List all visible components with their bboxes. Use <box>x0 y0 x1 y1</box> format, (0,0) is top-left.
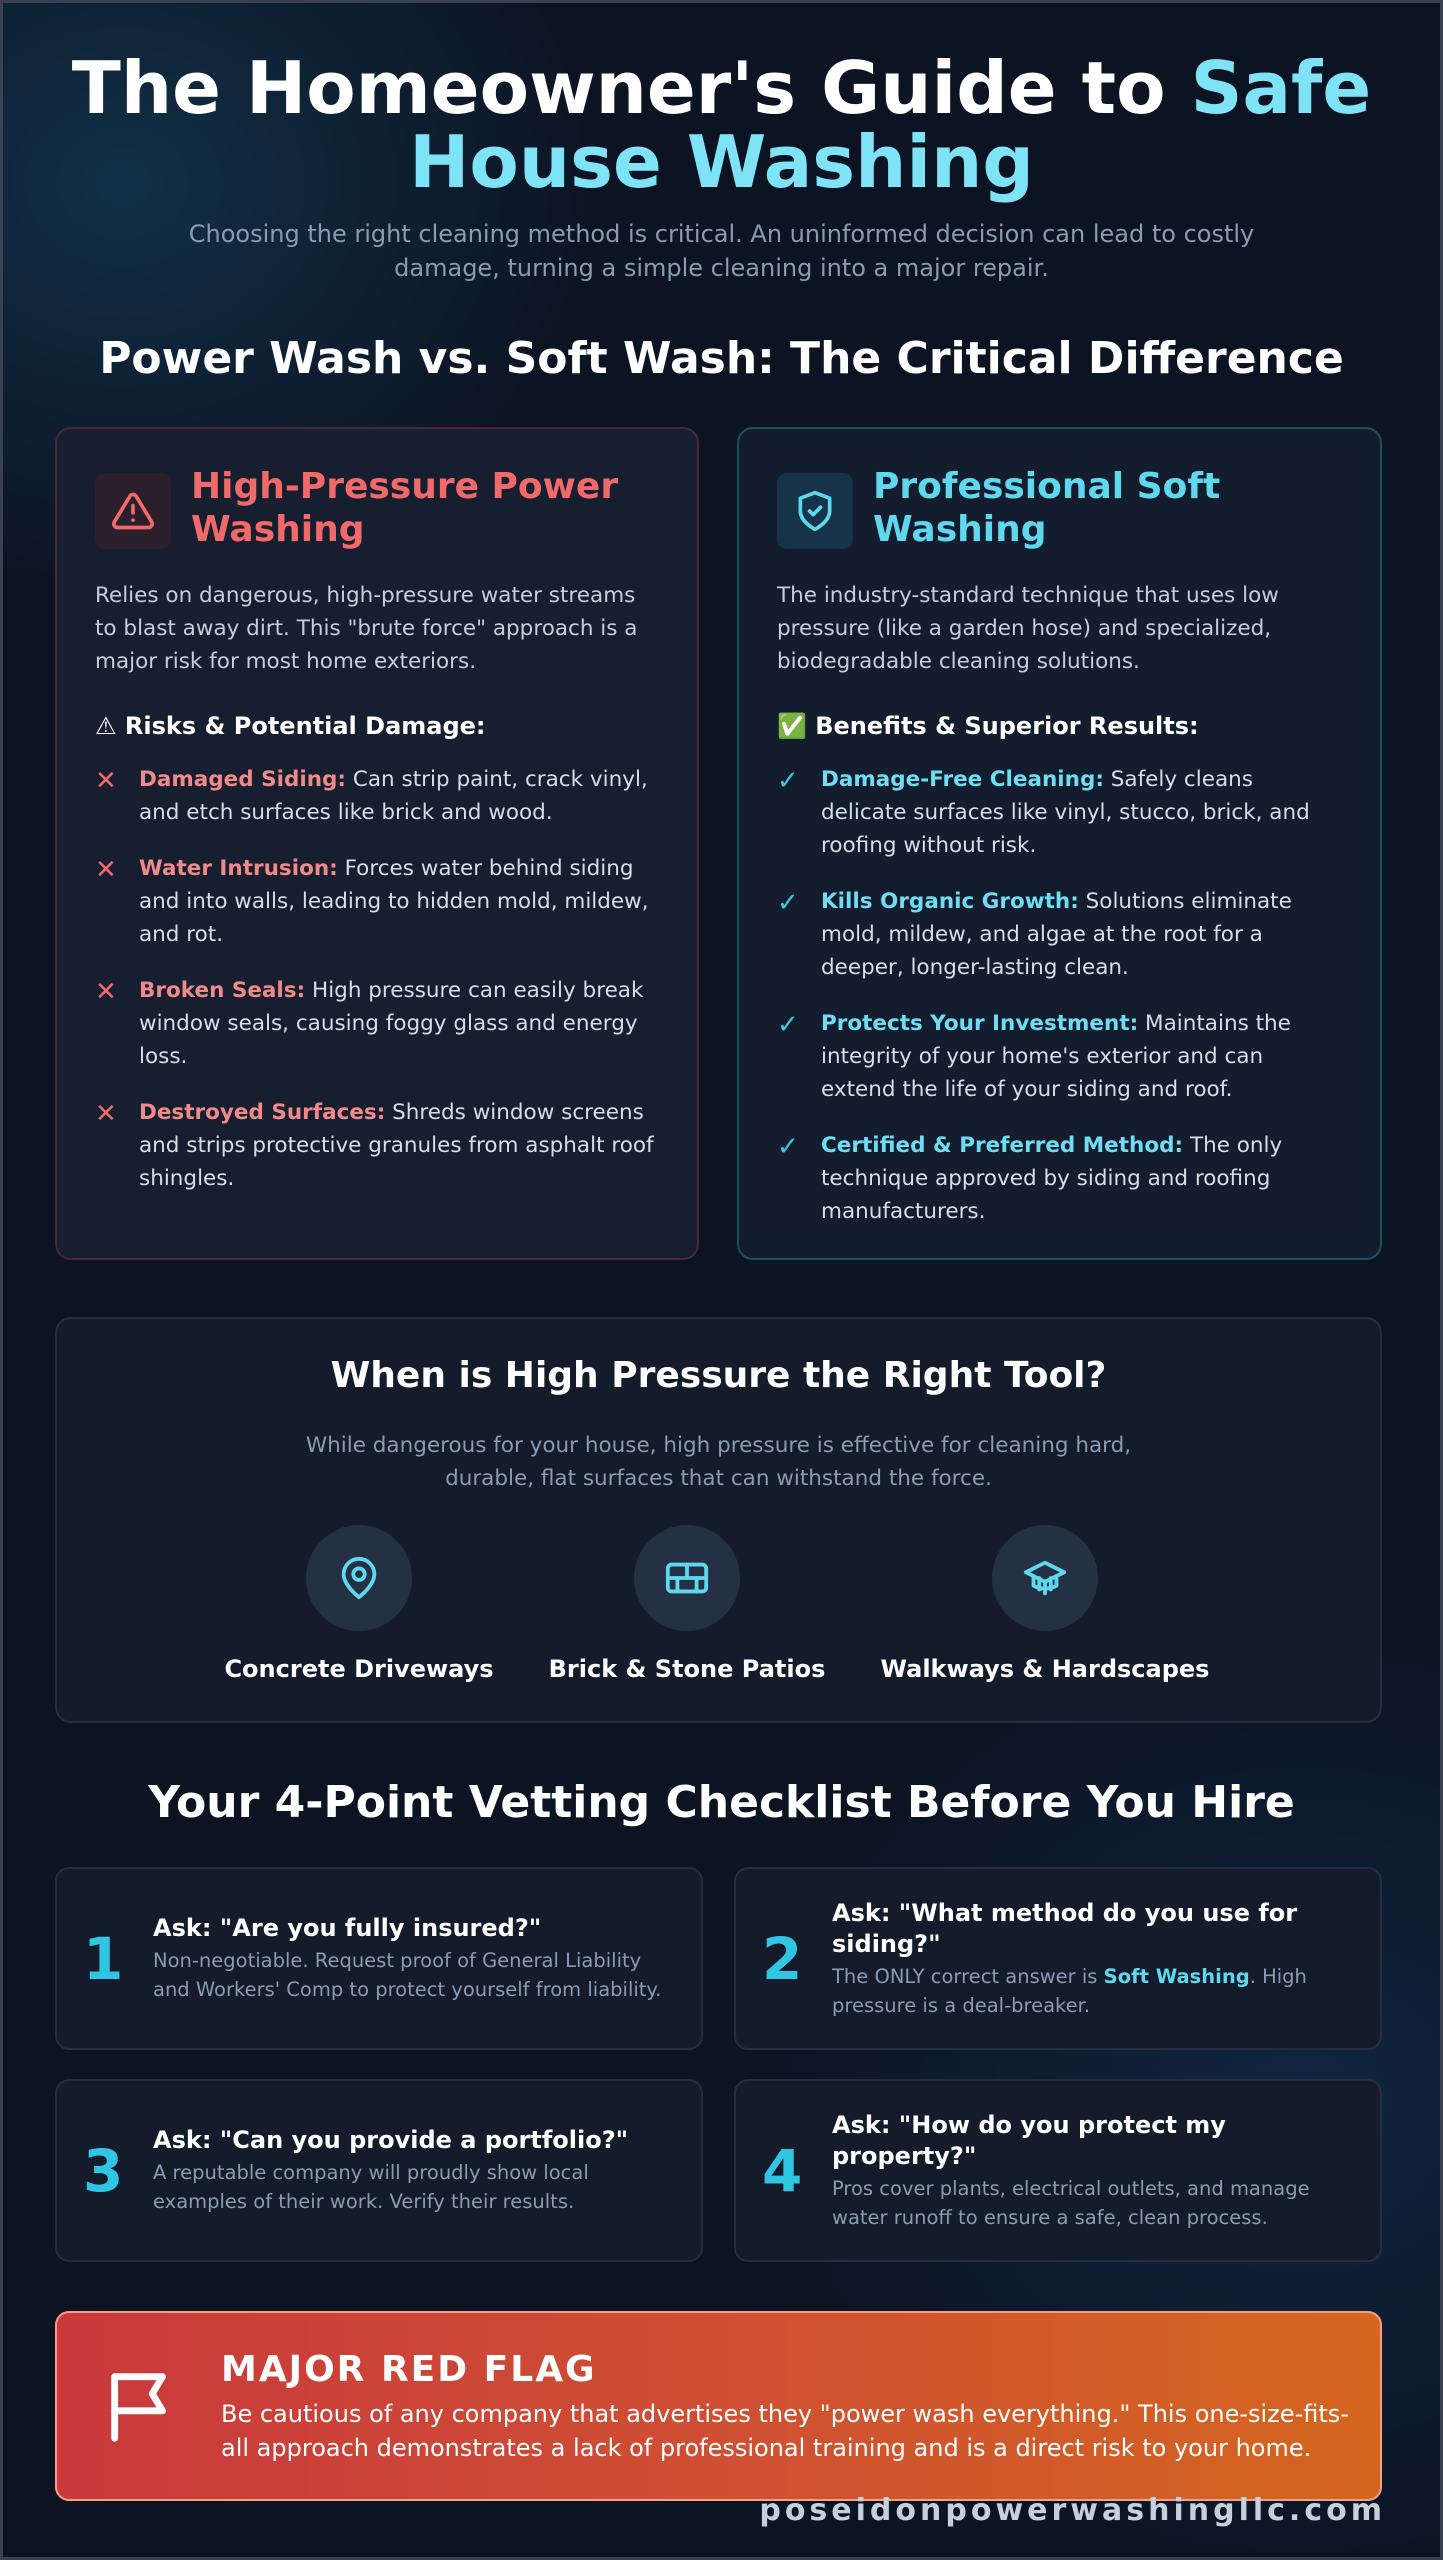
page-title <box>43 46 1400 204</box>
brick-icon <box>634 1525 740 1631</box>
benefit-term: Protects Your Investment: <box>821 1011 1139 1036</box>
benefit-text: The only technique approved by siding and roofing manufacturers. <box>821 1133 1283 1224</box>
checklist-item-2 <box>734 1867 1382 2050</box>
flag-icon <box>101 2359 183 2453</box>
checklist-item-1 <box>55 1867 703 2050</box>
x-mark-icon: ✕ <box>95 766 117 796</box>
checklist-answer <box>832 1962 1354 2020</box>
check-mark-icon: ✓ <box>777 766 799 796</box>
power-washing-title: High-Pressure Power Washing <box>191 466 619 550</box>
benefit-text: Solutions eliminate mold, mildew, and algae at the root for a deeper, longer-lasting clean. <box>821 889 1292 980</box>
risk-text: Can strip paint, crack vinyl, and etch surfaces like brick and wood. <box>139 767 648 825</box>
checklist-question: Ask: "What method do you use for siding?" <box>832 1898 1298 1958</box>
benefits-list <box>777 763 1340 1251</box>
warning-triangle-icon <box>95 473 171 549</box>
risk-term: Water Intrusion: <box>139 856 338 881</box>
soft-washing-title: Professional Soft Washing <box>873 466 1221 550</box>
checklist-body <box>832 2081 1354 2260</box>
benefit-term: Damage-Free Cleaning: <box>821 767 1104 792</box>
benefit-term: Certified & Preferred Method: <box>821 1133 1184 1158</box>
checklist-item-3 <box>55 2079 703 2262</box>
checklist-question: Ask: "Can you provide a portfolio?" <box>153 2126 629 2154</box>
power-washing-card <box>55 427 699 1260</box>
benefit-item <box>777 763 1340 862</box>
risk-item <box>95 1096 657 1195</box>
answer-highlight: Soft Washing <box>1103 1964 1250 1988</box>
benefit-text: Safely cleans delicate surfaces like vinyl, stucco, brick, and roofing without risk. <box>821 767 1310 858</box>
use-label: Walkways & Hardscapes <box>880 1655 1210 1683</box>
check-mark-icon: ✓ <box>777 1132 799 1162</box>
checklist-question: Ask: "Are you fully insured?" <box>153 1914 542 1942</box>
benefit-item <box>777 1129 1340 1228</box>
risk-item <box>95 974 657 1073</box>
shield-check-icon <box>777 473 853 549</box>
risk-term: Broken Seals: <box>139 978 306 1003</box>
website-link[interactable]: poseidonpowerwashingllc.com <box>759 2493 1386 2528</box>
use-brick-stone-patios <box>507 1525 867 1683</box>
page-title-part-1: The Homeowner's Guide to <box>71 46 1191 130</box>
high-pressure-title: When is High Pressure the Right Tool? <box>330 1355 1107 1396</box>
checklist-number: 1 <box>83 1924 124 1993</box>
answer-text: The ONLY correct answer is <box>832 1964 1104 1988</box>
risk-text: High pressure can easily break window seals, causing foggy glass and energy loss. <box>139 978 644 1069</box>
benefit-item <box>777 1007 1340 1106</box>
risks-subheading: ⚠ Risks & Potential Damage: <box>95 712 486 740</box>
red-flag-title: MAJOR RED FLAG <box>221 2349 597 2390</box>
red-flag-banner <box>55 2311 1382 2501</box>
x-mark-icon: ✕ <box>95 1099 117 1129</box>
page-title-highlight: Safe <box>1190 46 1372 130</box>
benefit-term: Kills Organic Growth: <box>821 889 1079 914</box>
checklist-answer: Non-negotiable. Request proof of General Liability and Workers' Comp to protect yourself from liability. <box>153 1949 662 2001</box>
risk-term: Damaged Siding: <box>139 767 347 792</box>
high-pressure-panel <box>55 1317 1382 1723</box>
use-walkways-hardscapes <box>865 1525 1225 1683</box>
x-mark-icon: ✕ <box>95 855 117 885</box>
benefit-item <box>777 885 1340 984</box>
risks-list <box>95 763 657 1218</box>
page-title-highlight-2: House Washing <box>409 120 1034 204</box>
page-subtitle: Choosing the right cleaning method is critical. An uninformed decision can lead to costly damage, turning a simple cleaning into a major repair. <box>188 220 1255 282</box>
risk-item <box>95 763 657 829</box>
checklist-answer: Pros cover plants, electrical outlets, and manage water runoff to ensure a safe, clean process. <box>832 2176 1310 2229</box>
x-mark-icon: ✕ <box>95 977 117 1007</box>
benefits-subheading: ✅ Benefits & Superior Results: <box>777 712 1199 740</box>
checklist-body <box>153 2081 675 2260</box>
soft-washing-card <box>737 427 1382 1260</box>
checklist-answer: A reputable company will proudly show local examples of their work. Verify their results. <box>153 2161 589 2213</box>
use-label: Brick & Stone Patios <box>548 1655 826 1683</box>
power-washing-description: Relies on dangerous, high-pressure water streams to blast away dirt. This "brute force" approach is a major risk for most home exteriors. <box>95 583 638 674</box>
checklist-body <box>153 1869 675 2048</box>
checklist-number: 4 <box>762 2136 803 2205</box>
benefit-text: Maintains the integrity of your home's exterior and can extend the life of your siding and roof. <box>821 1011 1291 1102</box>
checklist-number: 3 <box>83 2136 124 2205</box>
risk-term: Destroyed Surfaces: <box>139 1100 386 1125</box>
checklist-question: Ask: "How do you protect my property?" <box>832 2110 1226 2170</box>
checklist-number: 2 <box>762 1924 803 1993</box>
risk-item <box>95 852 657 951</box>
use-label: Concrete Driveways <box>224 1655 494 1683</box>
risk-text: Forces water behind siding and into walls, leading to hidden mold, mildew, and rot. <box>139 856 649 947</box>
risk-text: Shreds window screens and strips protective granules from asphalt roof shingles. <box>139 1100 654 1191</box>
checklist-item-4 <box>734 2079 1382 2262</box>
answer-text: . High pressure is a deal-breaker. <box>832 1964 1307 2017</box>
hardscape-icon <box>992 1525 1098 1631</box>
red-flag-text: Be cautious of any company that advertises they "power wash everything." This one-size-fits-all approach demonstrates a lack of professional training and is a direct risk to your home. <box>221 2400 1349 2462</box>
high-pressure-description: While dangerous for your house, high pressure is effective for cleaning hard, durable, flat surfaces that can withstand the force. <box>305 1433 1132 1491</box>
soft-washing-description: The industry-standard technique that uses low pressure (like a garden hose) and specialized, biodegradable cleaning solutions. <box>777 583 1279 674</box>
check-mark-icon: ✓ <box>777 1010 799 1040</box>
check-mark-icon: ✓ <box>777 888 799 918</box>
comparison-heading: Power Wash vs. Soft Wash: The Critical Difference <box>99 333 1344 384</box>
checklist-heading: Your 4-Point Vetting Checklist Before You Hire <box>148 1777 1295 1828</box>
map-pin-icon <box>306 1525 412 1631</box>
use-concrete-driveways <box>179 1525 539 1683</box>
checklist-body <box>832 1869 1354 2048</box>
